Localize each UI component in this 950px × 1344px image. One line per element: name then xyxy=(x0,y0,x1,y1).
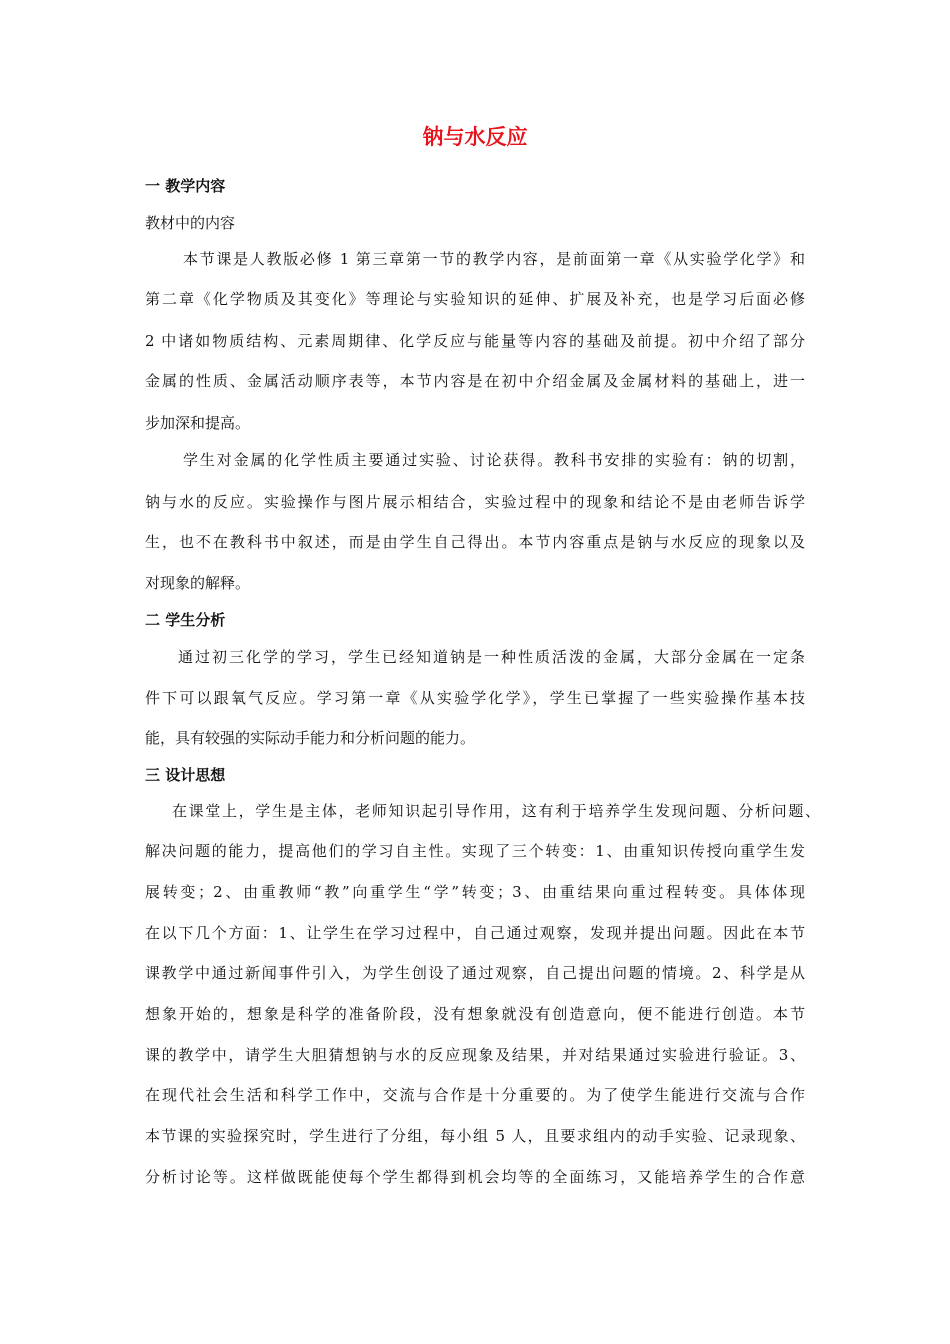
paragraph-line: 在现代社会生活和科学工作中，交流与合作是十分重要的。为了使学生能进行交流与合作 xyxy=(145,1086,805,1104)
paragraph-line: 件下可以跟氧气反应。学习第一章《从实验学化学》，学生已掌握了一些实验操作基本技 xyxy=(145,689,805,707)
paragraph-line: 金属的性质、金属活动顺序表等，本节内容是在初中介绍金属及金属材料的基础上，进一 xyxy=(145,372,805,390)
paragraph-line: 本节课的实验探究时，学生进行了分组，每小组 5 人，且要求组内的动手实验、记录现象、 xyxy=(145,1127,805,1145)
paragraph-line: 展转变；2、由重教师“教”向重学生“学”转变；3、由重结果向重过程转变。具体体现 xyxy=(145,883,805,901)
section-heading-design-idea: 三 设计思想 xyxy=(145,766,226,784)
paragraph-line: 生，也不在教科书中叙述，而是由学生自己得出。本节内容重点是钠与水反应的现象以及 xyxy=(145,533,805,551)
subheading-textbook-content: 教材中的内容 xyxy=(145,214,236,232)
paragraph-line: 在课堂上，学生是主体，老师知识起引导作用，这有利于培养学生发现问题、分析问题、 xyxy=(172,802,820,820)
paragraph-line: 第二章《化学物质及其变化》等理论与实验知识的延伸、扩展及补充，也是学习后面必修 xyxy=(145,290,805,308)
paragraph-line: 通过初三化学的学习，学生已经知道钠是一种性质活泼的金属，大部分金属在一定条 xyxy=(178,648,805,666)
paragraph-line: 课的教学中，请学生大胆猜想钠与水的反应现象及结果，并对结果通过实验进行验证。3、 xyxy=(145,1046,805,1064)
document-title: 钠与水反应 xyxy=(422,125,528,149)
paragraph-line: 对现象的解释。 xyxy=(145,574,251,592)
section-heading-teaching-content: 一 教学内容 xyxy=(145,177,226,195)
paragraph-line: 步加深和提高。 xyxy=(145,414,251,432)
paragraph-line: 钠与水的反应。实验操作与图片展示相结合，实验过程中的现象和结论不是由老师告诉学 xyxy=(145,493,805,511)
paragraph-line: 能，具有较强的实际动手能力和分析问题的能力。 xyxy=(145,729,476,747)
paragraph-line: 解决问题的能力，提高他们的学习自主性。实现了三个转变：1、由重知识传授向重学生发 xyxy=(145,842,805,860)
section-heading-student-analysis: 二 学生分析 xyxy=(145,611,226,629)
paragraph-line: 分析讨论等。这样做既能使每个学生都得到机会均等的全面练习，又能培养学生的合作意 xyxy=(145,1168,805,1186)
paragraph-line: 本节课是人教版必修 1 第三章第一节的教学内容，是前面第一章《从实验学化学》和 xyxy=(183,250,805,268)
paragraph-line: 在以下几个方面：1、让学生在学习过程中，自己通过观察，发现并提出问题。因此在本节 xyxy=(145,924,805,942)
paragraph-line: 想象开始的，想象是科学的准备阶段，没有想象就没有创造意向，便不能进行创造。本节 xyxy=(145,1005,805,1023)
paragraph-line: 学生对金属的化学性质主要通过实验、讨论获得。教科书安排的实验有：钠的切割， xyxy=(183,451,805,469)
paragraph-line: 2 中诸如物质结构、元素周期律、化学反应与能量等内容的基础及前提。初中介绍了部分 xyxy=(145,332,805,350)
paragraph-line: 课教学中通过新闻事件引入，为学生创设了通过观察，自己提出问题的情境。2、科学是从 xyxy=(145,964,805,982)
